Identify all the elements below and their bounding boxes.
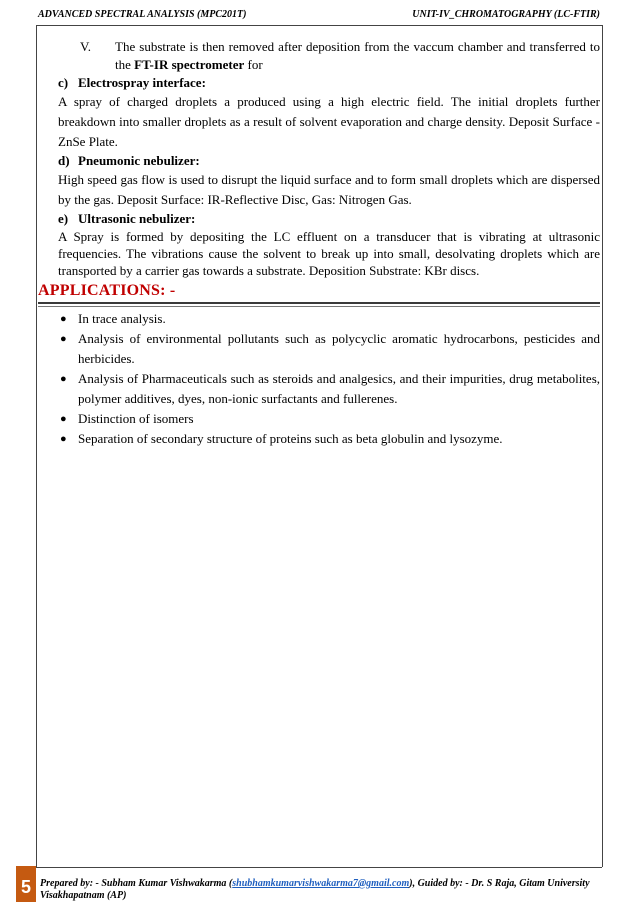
section-body-pneumonic: High speed gas flow is used to disrupt the liquid surface and to form small droplets which are dispersed by the gas. Deposit Surface: IR-Reflective Disc, Gas: Nitrogen Gas. (58, 172, 600, 207)
list-item: ● Analysis of environmental pollutants such as polycyclic aromatic hydrocarbons, pesticides and herbicides. (60, 331, 600, 366)
section-heading-pneumonic: d) Pneumonic nebulizer: (58, 153, 200, 168)
page-border-left (36, 25, 37, 867)
applications-rule-thin (38, 306, 600, 307)
section-body-ultrasonic: A Spray is formed by depositing the LC effluent on a transducer that is vibrating at ultrasonic frequencies. The vibrations cause the solvent to break up into small, desolvating droplets which are transported by a carrier gas towards a substrate. Deposition Substrate: KBr discs. (58, 229, 600, 278)
page-header (38, 9, 600, 20)
header-course: ADVANCED SPECTRAL ANALYSIS (MPC201T) (38, 9, 247, 20)
section-heading-electrospray: c) Electrospray interface: (58, 75, 206, 90)
footer-prefix: Prepared by: - Subham Kumar Vishwakarma ( (40, 878, 233, 889)
step-text-after: for (244, 57, 263, 72)
list-item: ● Analysis of Pharmaceuticals such as steroids and analgesics, and their impurities, drug metabolites, polymer additives, dyes, non-ionic surfactants and fullerenes. (60, 371, 600, 406)
applications-heading: APPLICATIONS: - (38, 282, 176, 299)
footer-rule (36, 867, 602, 868)
header-unit: UNIT-IV_CHROMATOGRAPHY (LC-FTIR) (412, 9, 600, 20)
footer-suffix: ), Guided by: - Dr. S Raja, Gitam University Visakhapatnam (AP) (40, 878, 590, 901)
list-item: ● Separation of secondary structure of proteins such as beta globulin and lysozyme. (58, 429, 600, 449)
footer-email-link[interactable]: shubhamkumarvishwakarma7@gmail.com (232, 878, 410, 889)
step-bold: FT-IR spectrometer (134, 57, 245, 72)
section-body-electrospray: A spray of charged droplets a produced using a high electric field. The initial droplets further breakdown into smaller droplets as a result of solvent evaporation and charge density. Deposit Surface - ZnSe Plate. (58, 94, 600, 149)
step-number: V. (80, 39, 91, 54)
list-item: ● In trace analysis. (58, 309, 600, 329)
page-number: 5 (16, 866, 36, 902)
bullet-icon: ● (60, 433, 67, 445)
applications-list (58, 309, 600, 449)
section-heading-ultrasonic: e) Ultrasonic nebulizer: (58, 211, 196, 226)
step-v (58, 38, 600, 74)
applications-rule-thick (38, 302, 600, 304)
header-rule (36, 25, 602, 26)
bullet-icon: ● (60, 373, 67, 385)
page-footer (40, 878, 600, 902)
page-border-right (602, 25, 603, 867)
step-text-before: The substrate is then removed after deposition from the vaccum chamber and transferred to the (115, 39, 600, 72)
bullet-icon: ● (60, 413, 67, 425)
main-content (58, 38, 600, 279)
bullet-icon: ● (60, 313, 67, 325)
list-item: ● Distinction of isomers (58, 409, 600, 429)
bullet-icon: ● (60, 333, 67, 345)
